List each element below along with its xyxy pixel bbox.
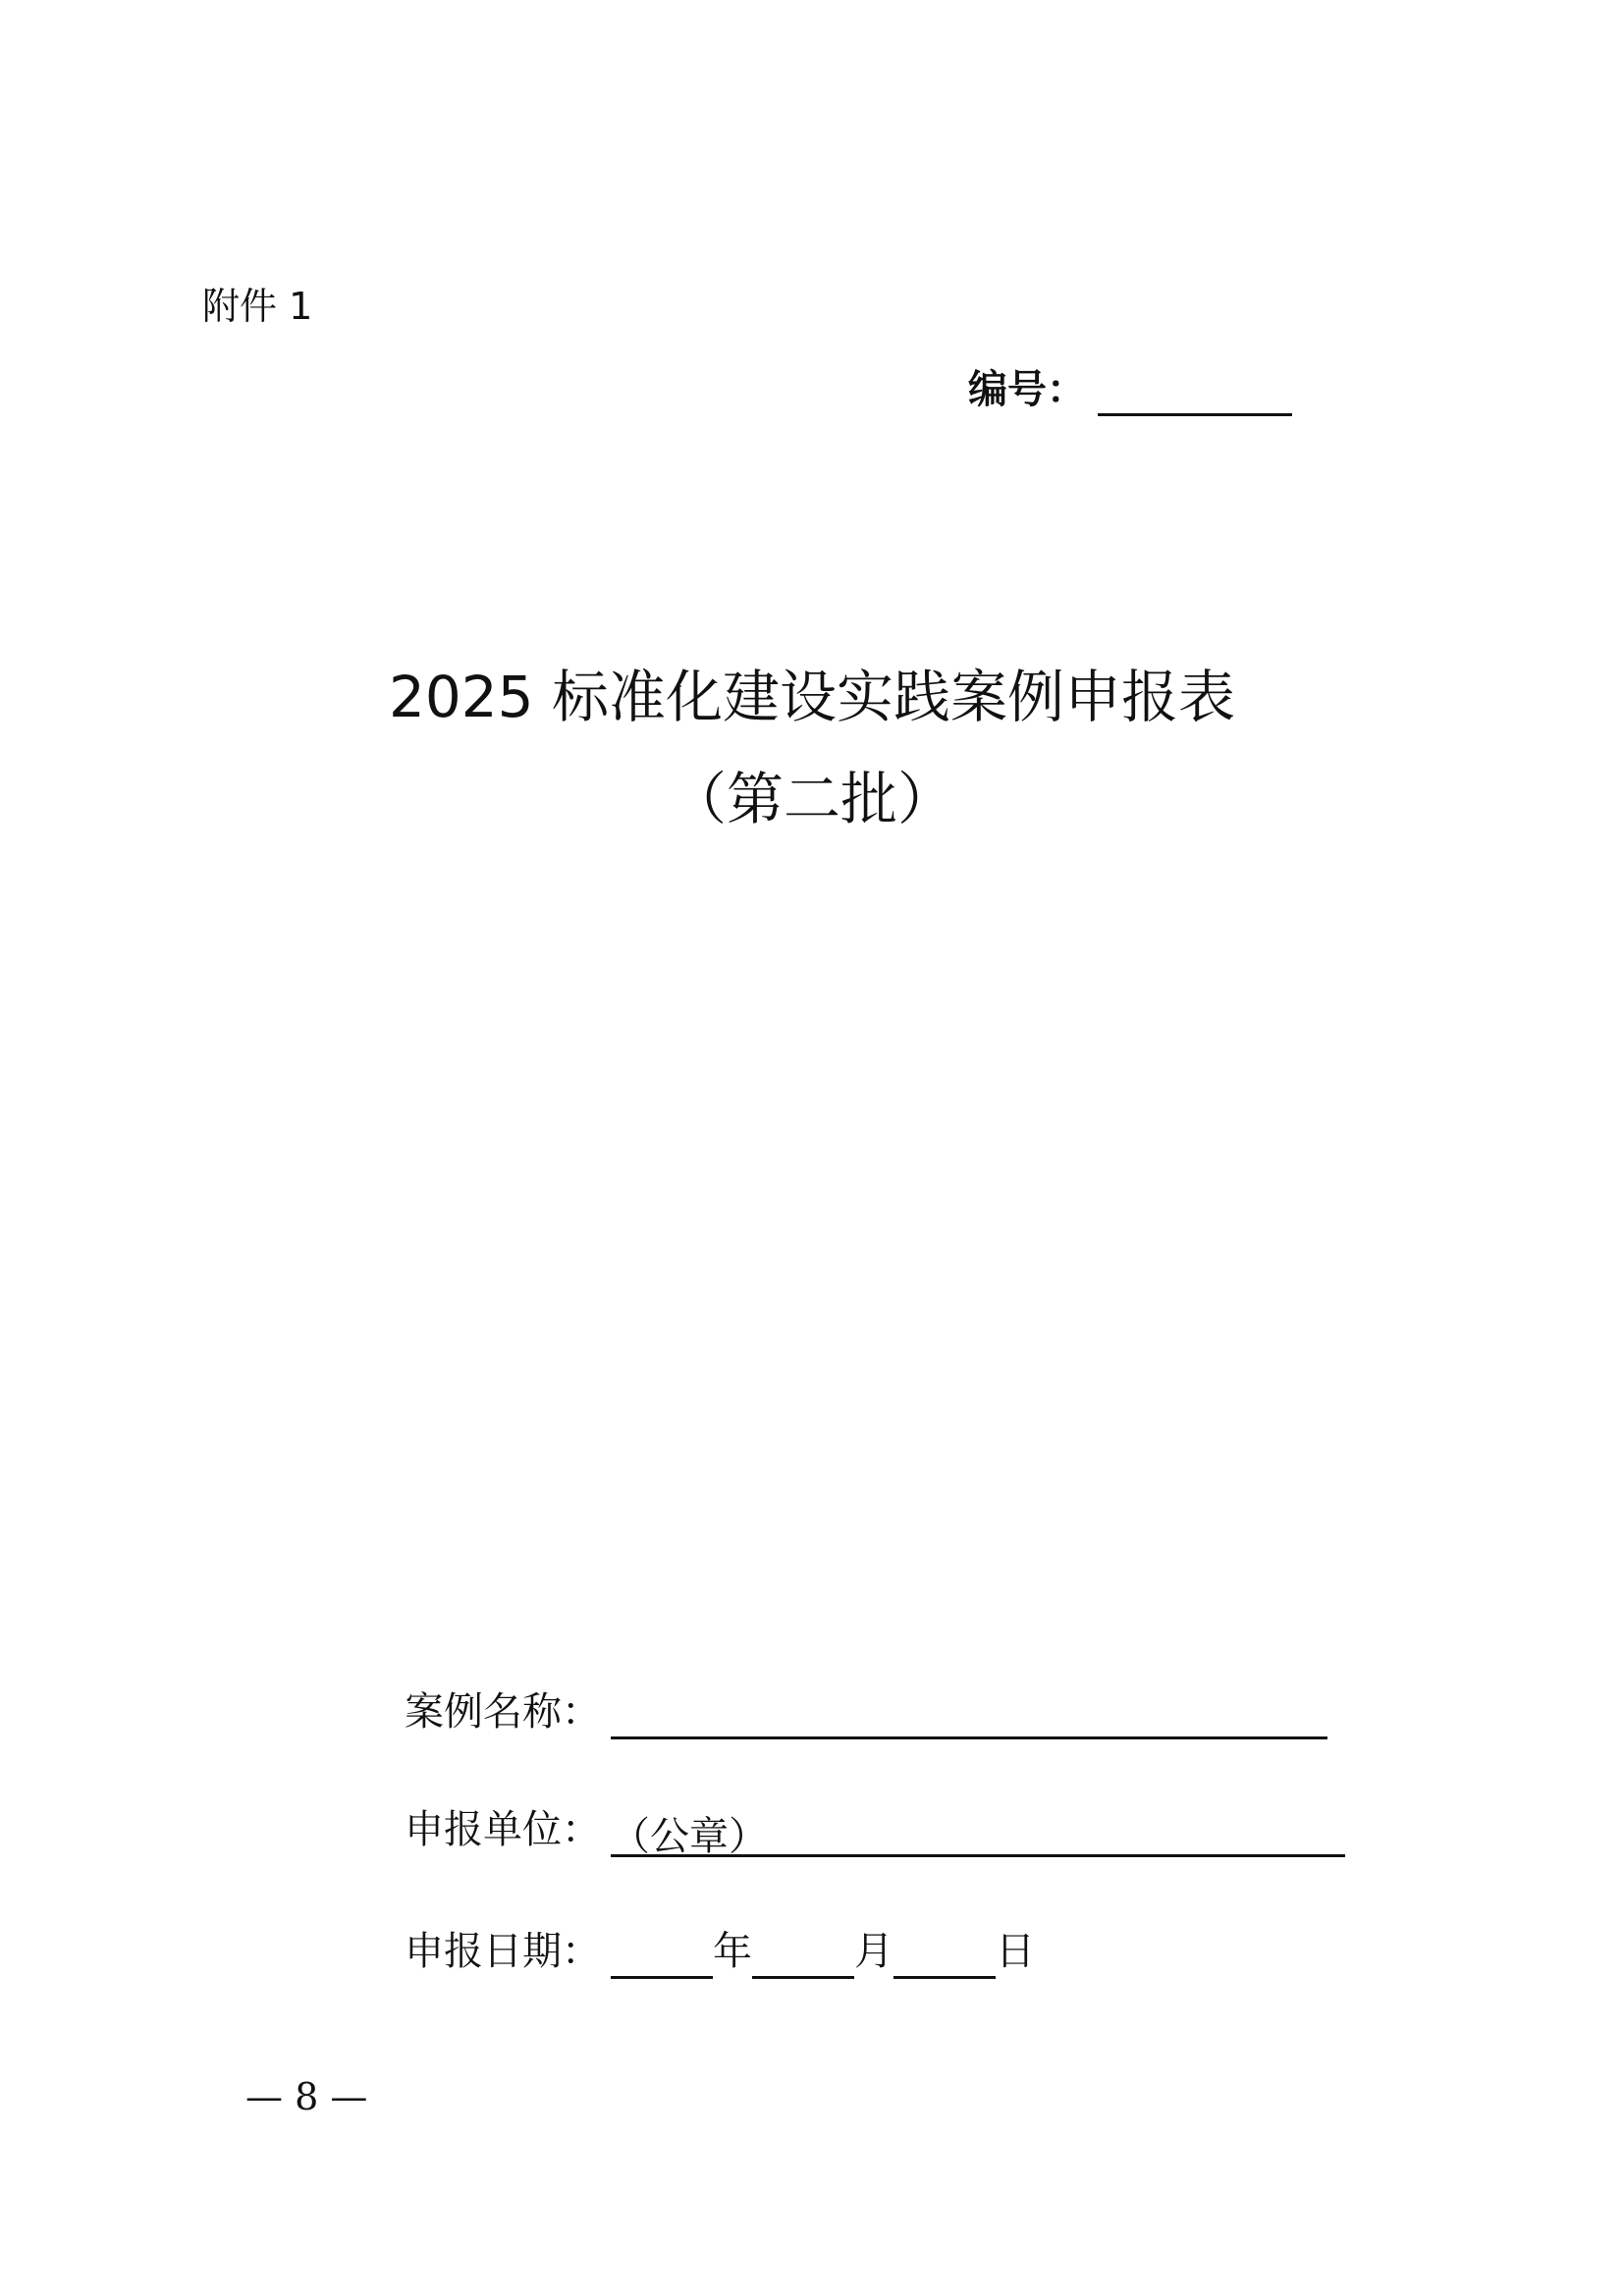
day-label: 日 [996, 1929, 1035, 1974]
page-number: — 8 — [245, 2075, 368, 2118]
month-blank[interactable] [752, 1931, 854, 1979]
year-blank[interactable] [611, 1931, 713, 1979]
application-date-field [405, 1924, 1035, 1979]
case-name-field [405, 1684, 1327, 1739]
day-blank[interactable] [893, 1931, 996, 1979]
case-name-label: 案例名称： [405, 1689, 601, 1735]
document-number-blank[interactable] [1098, 370, 1292, 416]
document-number-field [968, 363, 1292, 416]
month-label: 月 [854, 1929, 893, 1974]
document-title: 2025 标准化建设实践案例申报表 [388, 664, 1236, 730]
applicant-unit-blank[interactable] [611, 1809, 1345, 1857]
applicant-unit-label: 申报单位： [405, 1807, 601, 1852]
year-label: 年 [713, 1929, 752, 1974]
case-name-blank[interactable] [611, 1691, 1327, 1739]
application-date-label: 申报日期： [405, 1929, 601, 1974]
applicant-unit-field [405, 1802, 1345, 1857]
document-subtitle: （第二批） [669, 766, 954, 832]
attachment-label: 附件 1 [202, 285, 313, 328]
official-seal-note: （公章） [611, 1814, 768, 1859]
document-number-label: 编号： [968, 367, 1086, 412]
